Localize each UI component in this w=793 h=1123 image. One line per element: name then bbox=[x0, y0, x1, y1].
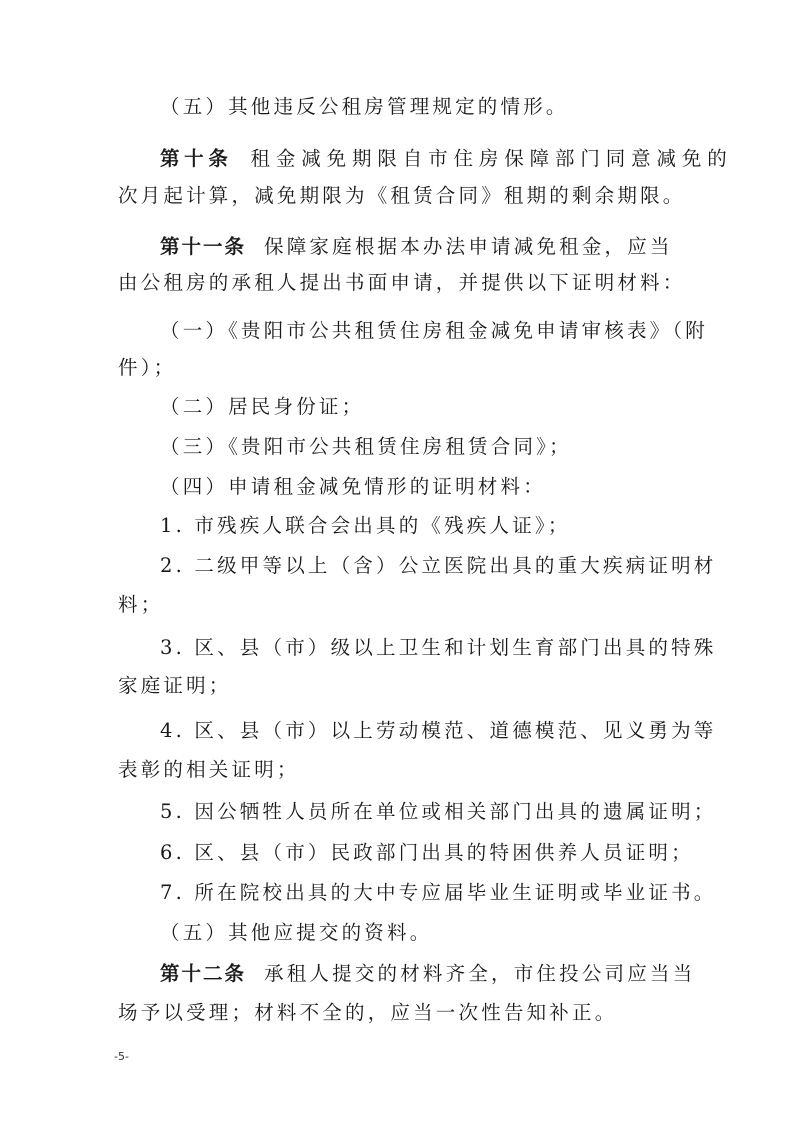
paragraph-line: （五）其他应提交的资料。 bbox=[160, 921, 433, 944]
paragraph-line: （五）其他违反公租房管理规定的情形。 bbox=[160, 95, 569, 118]
paragraph-line: 6. 区、县（市）民政部门出具的特困供养人员证明； bbox=[160, 841, 694, 864]
paragraph-line: （一）《贵阳市公共租赁住房租金减免申请审核表》（附 bbox=[160, 319, 709, 342]
paragraph-line: （二）居民身份证； bbox=[160, 395, 365, 418]
paragraph-line: 次月起计算，减免期限为《租赁合同》租期的剩余期限。 bbox=[118, 184, 686, 207]
article-10-line bbox=[160, 146, 730, 172]
article-11-line bbox=[160, 234, 730, 260]
paragraph-line: （四）申请租金减免情形的证明材料： bbox=[160, 475, 546, 498]
article-12-line bbox=[160, 961, 730, 987]
article-12-text: 承租人提交的材料齐全，市住投公司应当当 bbox=[264, 962, 696, 985]
article-10-text: 租金减免期限自市住房保障部门同意减免的 bbox=[250, 147, 730, 170]
paragraph-line: 表彰的相关证明； bbox=[118, 758, 300, 781]
paragraph-line: 1. 市残疾人联合会出具的《残疾人证》； bbox=[160, 514, 571, 537]
article-12-heading: 第十二条 bbox=[160, 962, 247, 985]
paragraph-line: 场予以受理；材料不全的，应当一次性告知补正。 bbox=[118, 1001, 618, 1024]
paragraph-line: 7. 所在院校出具的大中专应届毕业生证明或毕业证书。 bbox=[160, 881, 717, 904]
paragraph-line: 由公租房的承租人提出书面申请，并提供以下证明材料： bbox=[118, 271, 686, 294]
page-number: -5- bbox=[114, 1050, 129, 1063]
paragraph-line: 2. 二级甲等以上（含）公立医院出具的重大疾病证明材 bbox=[160, 554, 717, 577]
paragraph-line: 5. 因公牺牲人员所在单位或相关部门出具的遗属证明； bbox=[160, 800, 717, 823]
article-11-heading: 第十一条 bbox=[160, 235, 247, 258]
article-11-text: 保障家庭根据本办法申请减免租金，应当 bbox=[264, 235, 673, 258]
article-10-heading: 第十条 bbox=[160, 147, 233, 170]
paragraph-line: 3. 区、县（市）级以上卫生和计划生育部门出具的特殊 bbox=[160, 636, 717, 659]
paragraph-line: （三）《贵阳市公共租赁住房租赁合同》； bbox=[160, 435, 572, 458]
paragraph-line: 家庭证明； bbox=[118, 674, 232, 697]
paragraph-line: 件）； bbox=[118, 356, 177, 379]
paragraph-line: 料； bbox=[118, 593, 164, 616]
paragraph-line: 4. 区、县（市）以上劳动模范、道德模范、见义勇为等 bbox=[160, 719, 717, 742]
